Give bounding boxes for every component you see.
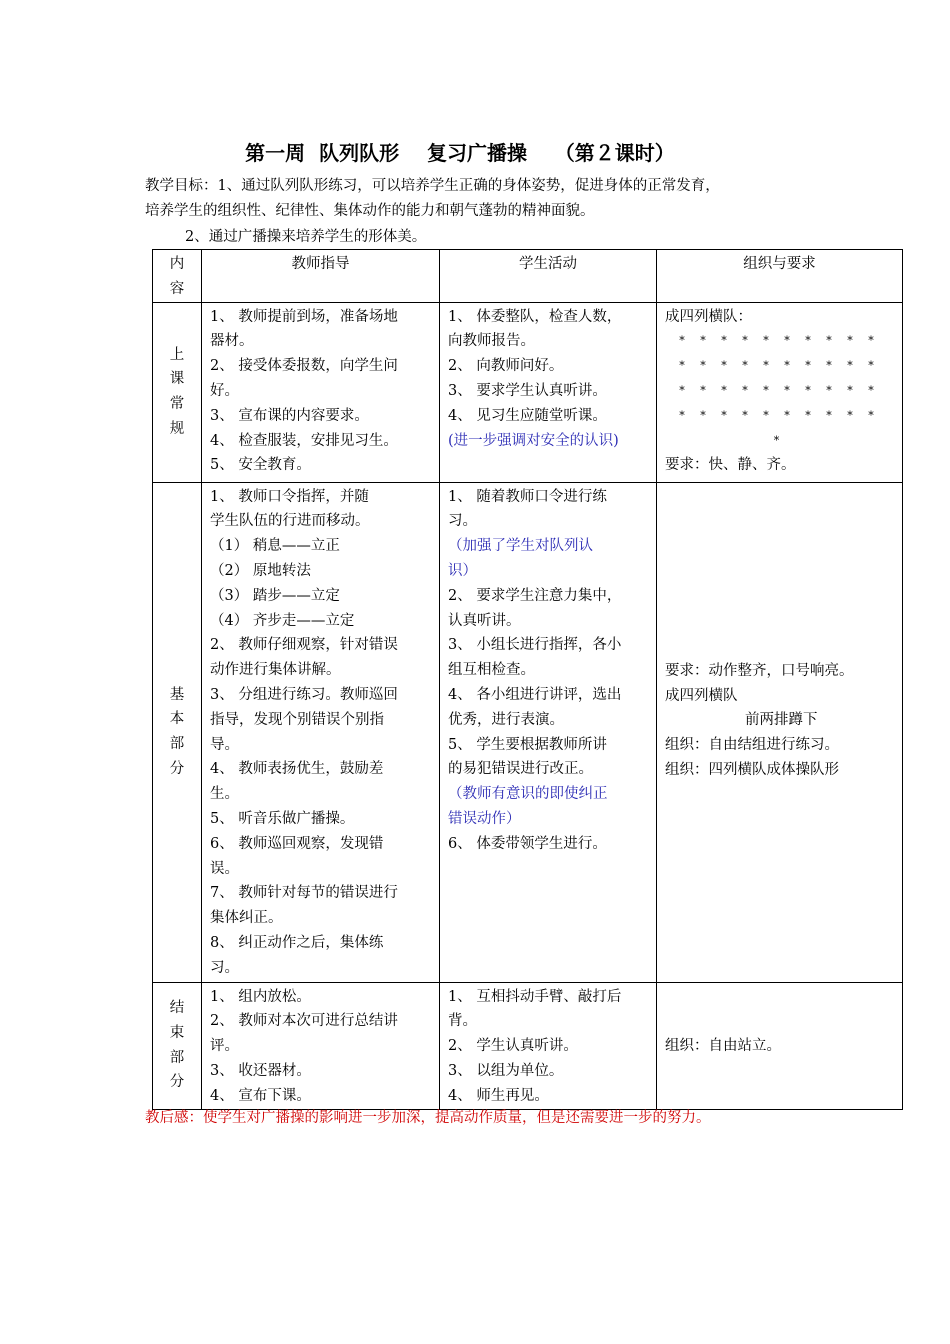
student-note: 识） [448,562,477,579]
list-item: 3、 分组进行练习。教师巡回 [210,686,398,703]
list-item: 1、 组内放松。 [210,988,311,1005]
header-organization: 组织与要求 [657,250,903,303]
list-item: 4、 教师表扬优生，鼓励差 [210,761,384,778]
list-item: 1、 互相抖动手臂、敲打后 [448,988,622,1005]
teacher-cell [202,982,440,1109]
list-item: 组互相检查。 [448,662,535,679]
table-row [153,302,903,482]
list-item: 优秀，进行表演。 [448,711,564,728]
list-item: 生。 [210,786,239,803]
list-item: 6、 体委带领学生进行。 [448,835,607,852]
list-item: 器材。 [210,333,254,350]
list-item: 6、 教师巡回观察，发现错 [210,835,384,852]
list-item: 向教师报告。 [448,333,535,350]
list-item: 4、 检查服装，安排见习生。 [210,432,398,449]
list-item: 4、 见习生应随堂听课。 [448,407,607,424]
list-item: （4） 齐步走——立定 [210,612,355,629]
list-item: 学生队伍的行进而移动。 [210,513,370,530]
header-student: 学生活动 [440,250,657,303]
list-item: 4、 师生再见。 [448,1087,549,1104]
list-item: 1、 教师提前到场，准备场地 [210,308,398,325]
header-teacher: 教师指导 [202,250,440,303]
reflection-note: 教后感：使学生对广播操的影响进一步加深，提高动作质量，但是还需要进一步的努力。 [145,1110,711,1126]
goal-line-2: 培养学生的组织性、纪律性、集体动作的能力和朝气蓬勃的精神面貌。 [145,203,595,219]
organization-cell [657,482,903,982]
list-item: 4、 各小组进行讲评，选出 [448,686,622,703]
formation-row: * [773,433,786,447]
list-item: 2、 向教师问好。 [448,358,564,375]
list-item: 指导，发现个别错误个别指 [210,711,384,728]
list-item: 2、 接受体委报数，向学生问 [210,358,398,375]
formation-row: * * * * * * * * * * [679,408,880,422]
list-item: 4、 宣布下课。 [210,1087,311,1104]
list-item: 评。 [210,1038,239,1055]
list-item: 1、 随着教师口令进行练 [448,488,607,505]
list-item: 3、 要求学生认真听讲。 [448,382,607,399]
list-item: 导。 [210,736,239,753]
list-item: 2、 教师仔细观察，针对错误 [210,637,398,654]
teacher-cell [202,302,440,482]
list-item: 要求：动作整齐，口号响亮。 [665,662,854,679]
list-item: 组织：自由站立。 [665,1038,781,1055]
section-label: 结束部分 [153,982,202,1109]
table-row [153,982,903,1109]
list-item: 2、 学生认真听讲。 [448,1038,578,1055]
list-item: （2） 原地转法 [210,562,311,579]
list-item: （3） 踏步——立定 [210,587,340,604]
list-item: 2、 要求学生注意力集中， [448,587,622,604]
list-item: 3、 收还器材。 [210,1062,311,1079]
list-item: 误。 [210,860,239,877]
student-note: （加强了学生对队列认 [448,538,593,555]
list-item: 集体纠正。 [210,910,283,927]
list-item: 背。 [448,1013,477,1030]
list-item: 组织：自由结组进行练习。 [665,737,839,754]
list-item: 7、 教师针对每节的错误进行 [210,885,398,902]
list-item: 5、 安全教育。 [210,457,311,474]
goal-line-1: 教学目标：1、通过队列队形练习，可以培养学生正确的身体姿势，促进身体的正常发育， [145,178,720,194]
list-item: 8、 纠正动作之后，集体练 [210,934,384,951]
student-cell [440,302,657,482]
list-item: 5、 听音乐做广播操。 [210,810,355,827]
list-item: 习。 [210,959,239,976]
list-item: 习。 [448,513,477,530]
student-cell [440,982,657,1109]
organization-cell [657,982,903,1109]
formation-title: 成四列横队： [665,308,752,325]
goal-line-3: 2、通过广播操来培养学生的形体美。 [185,229,427,245]
student-note: （教师有意识的即使纠正 [448,786,608,803]
formation-row: * * * * * * * * * * [679,383,880,397]
student-cell [440,482,657,982]
list-item: 好。 [210,382,239,399]
organization-cell [657,302,903,482]
lesson-table [152,249,903,1110]
table-header-row [153,250,903,303]
formation-row: * * * * * * * * * * [679,334,880,348]
list-item: 的易犯错误进行改正。 [448,761,593,778]
list-item: 1、 教师口令指挥，并随 [210,488,369,505]
section-label: 上课常规 [153,302,202,482]
list-item: 认真听讲。 [448,612,521,629]
teacher-cell [202,482,440,982]
table-row [153,482,903,982]
section-label: 基本部分 [153,482,202,982]
list-item: 前两排蹲下 [745,712,818,729]
list-item: 成四列横队 [665,687,738,704]
list-item: 动作进行集体讲解。 [210,662,341,679]
student-note: 错误动作） [448,810,521,827]
student-note: (进一步强调对安全的认识) [448,432,619,449]
list-item: 组织：四列横队成体操队形 [665,761,839,778]
list-item: 3、 宣布课的内容要求。 [210,407,369,424]
header-content: 内容 [153,250,202,303]
formation-requirement: 要求：快、静、齐。 [665,457,796,474]
list-item: （1） 稍息——立正 [210,538,340,555]
page-title: 第一周 队列队形 复习广播操 （第２课时） [245,141,675,165]
list-item: 1、 体委整队，检查人数， [448,308,622,325]
list-item: 5、 学生要根据教师所讲 [448,736,607,753]
list-item: 2、 教师对本次可进行总结讲 [210,1013,398,1030]
formation-row: * * * * * * * * * * [679,359,880,373]
list-item: 3、 以组为单位。 [448,1062,564,1079]
list-item: 3、 小组长进行指挥，各小 [448,637,622,654]
